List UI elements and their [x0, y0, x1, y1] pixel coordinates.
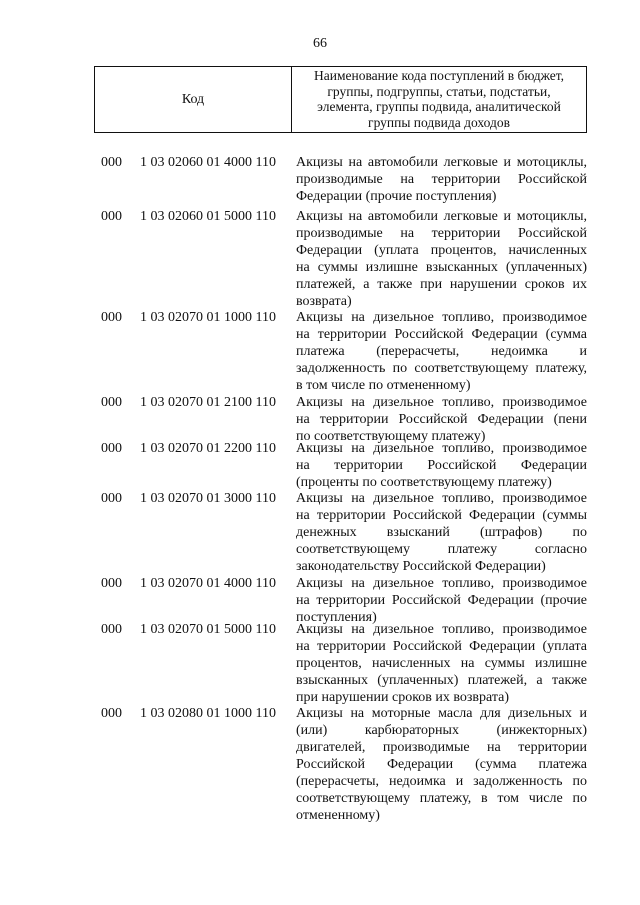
admin-code-cell: 000 [101, 441, 122, 456]
description-cell [296, 208, 587, 310]
admin-code-cell: 000 [101, 576, 122, 591]
table-row [0, 575, 640, 626]
revenue-code-cell: 1 03 02070 01 2100 110 [140, 395, 276, 410]
table-row [0, 394, 640, 445]
description-line: на территории Российской Федерации (суммы [296, 508, 587, 523]
description-line: Федерации (прочие поступления) [296, 189, 497, 204]
admin-code-cell: 000 [101, 706, 122, 721]
description-line: по соответствующему платежу) [296, 429, 486, 444]
description-line: Акцизы на дизельное топливо, производимое [296, 441, 587, 456]
revenue-code-cell: 1 03 02070 01 4000 110 [140, 576, 276, 591]
revenue-code-cell: 1 03 02070 01 3000 110 [140, 491, 276, 506]
admin-code-cell: 000 [101, 491, 122, 506]
table-row [0, 490, 640, 575]
description-cell [296, 575, 587, 626]
header-name-line: элемента, группы подвида, аналитической [317, 99, 561, 114]
description-line: на территории Российской Федерации (прочие [296, 593, 587, 608]
description-line: на суммы излишне взысканных (уплаченных) [296, 260, 587, 275]
admin-code-cell: 000 [101, 395, 122, 410]
description-line: взысканных (уплаченных) платежей, а также [296, 673, 587, 688]
description-line: процентов, начисленных на суммы излишне [296, 656, 587, 671]
table-row [0, 705, 640, 824]
revenue-code-cell: 1 03 02080 01 1000 110 [140, 706, 276, 721]
description-cell [296, 490, 587, 575]
table-row [0, 309, 640, 394]
header-name-cell [292, 67, 586, 132]
description-cell [296, 394, 587, 445]
description-line: на территории Российской Федерации (пени [296, 412, 587, 427]
description-line: поступления) [296, 610, 377, 625]
admin-code-cell: 000 [101, 155, 122, 170]
description-line: отмененному) [296, 808, 380, 823]
table-row [0, 621, 640, 706]
revenue-code-cell: 1 03 02070 01 5000 110 [140, 622, 276, 637]
admin-code-cell: 000 [101, 622, 122, 637]
admin-code-cell: 000 [101, 310, 122, 325]
header-name-line: Наименование кода поступлений в бюджет, [313, 68, 564, 83]
description-line: (или) карбюраторных (инжекторных) [296, 723, 587, 738]
description-line: задолженность по соответствующему платежу, [296, 361, 587, 376]
description-cell [296, 309, 587, 394]
description-line: законодательству Российской Федерации) [296, 559, 546, 574]
description-line: соответствующему платежу согласно [296, 542, 587, 557]
description-line: платежа (перерасчеты, недоимка и [296, 344, 587, 359]
description-line: Акцизы на дизельное топливо, производимое [296, 576, 587, 591]
table-row [0, 154, 640, 205]
description-line: двигателей, производимые на территории [296, 740, 587, 755]
description-line: в том числе по отмененному) [296, 378, 471, 393]
description-cell [296, 705, 587, 824]
description-line: (проценты по соответствующему платежу) [296, 475, 552, 490]
description-line: Федерации (уплата процентов, начисленных [296, 243, 587, 258]
description-line: производимые на территории Российской [296, 172, 587, 187]
description-line: платежей, а также при нарушении сроков их [296, 277, 587, 292]
description-line: Акцизы на дизельное топливо, производимое [296, 310, 587, 325]
description-line: денежных взысканий (штрафов) по [296, 525, 587, 540]
description-line: Акцизы на моторные масла для дизельных и [296, 706, 587, 721]
header-code-cell: Код [95, 67, 292, 132]
description-line: Акцизы на автомобили легковые и мотоциклы, [296, 155, 587, 170]
description-line: соответствующему платежу, в том числе по [296, 791, 587, 806]
description-cell [296, 621, 587, 706]
description-line: на территории Российской Федерации (сумма [296, 327, 587, 342]
description-line: Акцизы на дизельное топливо, производимое [296, 395, 587, 410]
description-line: при нарушении сроков их возврата) [296, 690, 510, 705]
description-line: на территории Российской Федерации [296, 458, 587, 473]
description-line: Акцизы на автомобили легковые и мотоциклы, [296, 209, 587, 224]
description-line: возврата) [296, 294, 352, 309]
page-number: 66 [313, 36, 327, 51]
header-name-line: группы подвида доходов [368, 114, 510, 130]
revenue-code-cell: 1 03 02070 01 1000 110 [140, 310, 276, 325]
description-cell [296, 154, 587, 205]
description-line: производимые на территории Российской [296, 226, 587, 241]
table-row [0, 208, 640, 310]
revenue-code-cell: 1 03 02060 01 4000 110 [140, 155, 276, 170]
revenue-code-cell: 1 03 02060 01 5000 110 [140, 209, 276, 224]
description-cell [296, 440, 587, 491]
table-row [0, 440, 640, 491]
description-line: (перерасчеты, недоимка и задолженность по [296, 774, 587, 789]
description-line: Российской Федерации (сумма платежа [296, 757, 587, 772]
description-line: Акцизы на дизельное топливо, производимое [296, 491, 587, 506]
description-line: на территории Российской Федерации (уплата [296, 639, 587, 654]
table-header [94, 66, 587, 133]
revenue-code-cell: 1 03 02070 01 2200 110 [140, 441, 276, 456]
admin-code-cell: 000 [101, 209, 122, 224]
description-line: Акцизы на дизельное топливо, производимое [296, 622, 587, 637]
header-name-line: группы, подгруппы, статьи, подстатьи, [327, 83, 551, 99]
